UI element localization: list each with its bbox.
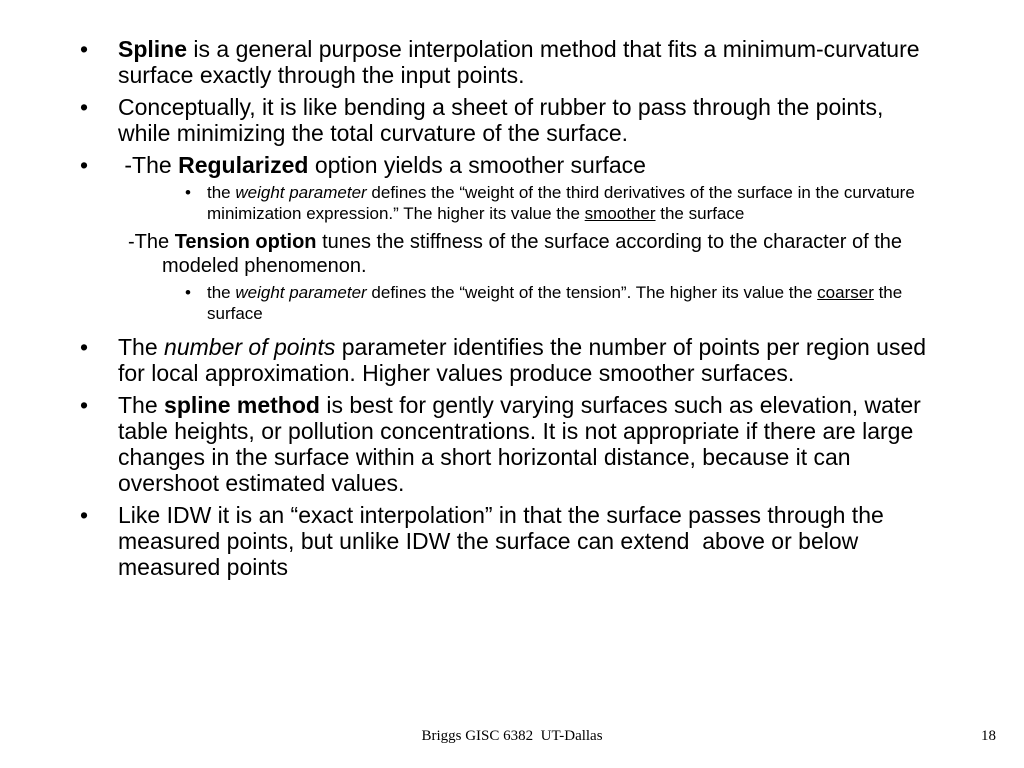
bullet-text-pre: The (118, 392, 165, 418)
bullet-text: is best for gently varying surfaces such as elevation, water table heights, or pollution concentrations. It is not appropriate if there are large changes in the surface within a short horizontal distance, because it can overshoot estimated values. (118, 392, 921, 496)
bullet-text: Like IDW it is an “exact interpolation” in that the surface passes through the measured points, but unlike IDW the surface can extend above or below measured points (118, 502, 891, 580)
bullet-text: option yields a smoother surface (308, 152, 646, 178)
tension-option-text (118, 230, 962, 278)
bullet-spline-method (80, 392, 938, 496)
sub-text-pre: the (207, 183, 236, 202)
tension-rest: tunes the stiffness of the surface according to the character of the modeled phenomenon. (162, 231, 903, 277)
bullet-regularized (80, 152, 938, 178)
term-smoother: smoother (584, 204, 656, 223)
bullet-marker: • (80, 94, 89, 120)
bullet-marker: • (80, 152, 89, 178)
term-coarser: coarser (817, 283, 874, 302)
page-number: 18 (981, 728, 996, 744)
bullet-number-of-points (80, 334, 938, 386)
sub-bullet-regularized-weight (185, 182, 927, 224)
sub-text-mid: defines the “weight of the tension”. The higher its value the (366, 283, 818, 302)
bullet-marker: • (80, 392, 89, 418)
sub-text-pre: the (207, 283, 236, 302)
bullet-conceptually (80, 94, 938, 146)
bullet-marker: • (80, 334, 89, 360)
bullet-marker: • (185, 183, 191, 202)
slide-body (0, 36, 1024, 589)
term-regularized: Regularized (178, 152, 309, 178)
term-weight-parameter: weight parameter (235, 183, 367, 202)
sub-text-mid: defines the “weight of the third derivatives of the surface in the curvature minimization expression.” The higher its value the (207, 183, 915, 223)
bullet-marker: • (80, 502, 89, 528)
bullet-text: Conceptually, it is like bending a sheet of rubber to pass through the points, while minimizing the total curvature of the surface. (118, 94, 884, 146)
term-spline-method: spline method (164, 392, 320, 418)
bullet-text: is a general purpose interpolation method that fits a minimum-curvature surface exactly through the input points. (118, 36, 920, 88)
term-number-of-points: number of points (164, 334, 336, 360)
term-weight-parameter: weight parameter (235, 283, 367, 302)
footer-course: Briggs GISC 6382 UT-Dallas (421, 728, 603, 744)
tension-pre: -The (128, 231, 175, 253)
sub-text-post: the surface (207, 283, 903, 323)
bullet-text: parameter identifies the number of points per region used for local approximation. Higher values produce smoother surfaces. (118, 334, 927, 386)
sub-text-post: the surface (655, 204, 745, 223)
bullet-marker: • (80, 36, 89, 62)
bullet-marker: • (185, 283, 191, 302)
bullet-exact-interpolation (80, 502, 938, 580)
sub-bullet-tension-weight (185, 282, 927, 324)
term-tension-option: Tension option (174, 231, 317, 253)
bullet-spline (80, 36, 938, 88)
bullet-text-pre: -The (118, 152, 179, 178)
bullet-text-pre: The (118, 334, 165, 360)
term-spline: Spline (118, 36, 188, 62)
